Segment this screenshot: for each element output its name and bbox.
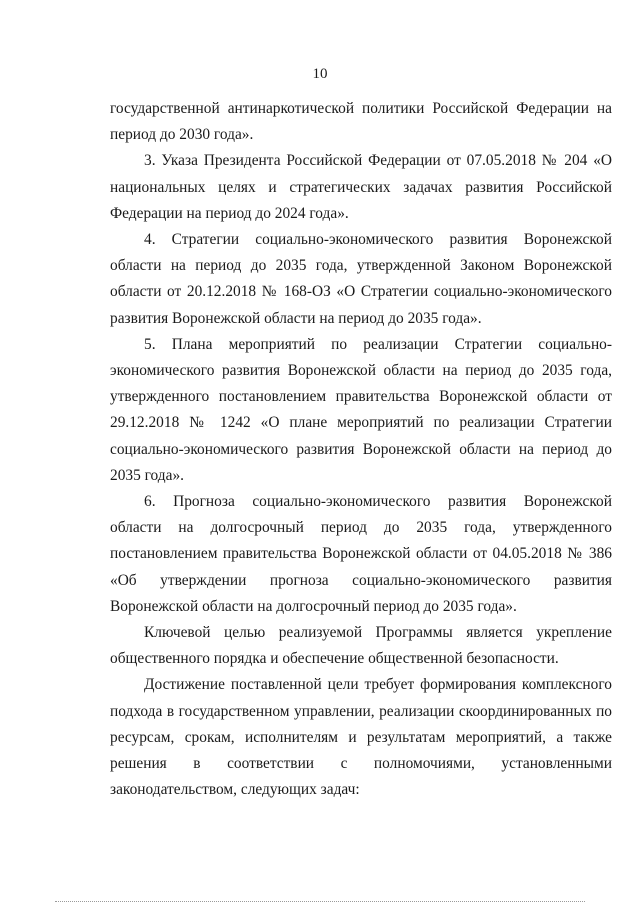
paragraph-item-4: 4. Стратегии социально-экономического развития Воронежской области на период до 2035 года, утвержденной Законом Воронежской области от 20.12.2018 № 168-ОЗ «О Стратегии социально-экономического развития Воронежской области на период до 2035 года». — [110, 231, 612, 327]
paragraph-item-5: 5. Плана мероприятий по реализации Стратегии социально-экономического развития Воронежской области на период до 2035 года, утвержденного постановлением правительства Воронежской области от 29.12.2018 № 1242 «О плане мероприятий по реализации Стратегии социально-экономического развития Воронежской области на период до 2035 года». — [110, 335, 612, 484]
paragraph-key-goal: Ключевой целью реализуемой Программы является укрепление общественного порядка и обеспечение общественной безопасности. — [110, 624, 612, 668]
scan-edge-line — [55, 900, 585, 902]
page-number: 10 — [312, 66, 328, 82]
paragraph-item-3: 3. Указа Президента Российской Федерации от 07.05.2018 № 204 «О национальных целях и стратегических задачах развития Российской Федерации на период до 2024 года». — [110, 152, 612, 222]
document-body — [110, 96, 612, 803]
paragraph-item-6: 6. Прогноза социально-экономического развития Воронежской области на долгосрочный период до 2035 года, утвержденного постановлением правительства Воронежской области от 04.05.2018 № 386 «Об утверждении прогноза социально-экономического развития Воронежской области на долгосрочный период до 2035 года». — [110, 493, 612, 615]
paragraph-tasks-intro: Достижение поставленной цели требует формирования комплексного подхода в государственном управлении, реализации скоординированных по ресурсам, срокам, исполнителям и результатам мероприятий, а также решения в соответствии с полномочиями, установленными законодательством, следующих задач: — [110, 676, 612, 799]
paragraph-continuation: государственной антинаркотической политики Российской Федерации на период до 2030 года». — [110, 100, 612, 144]
